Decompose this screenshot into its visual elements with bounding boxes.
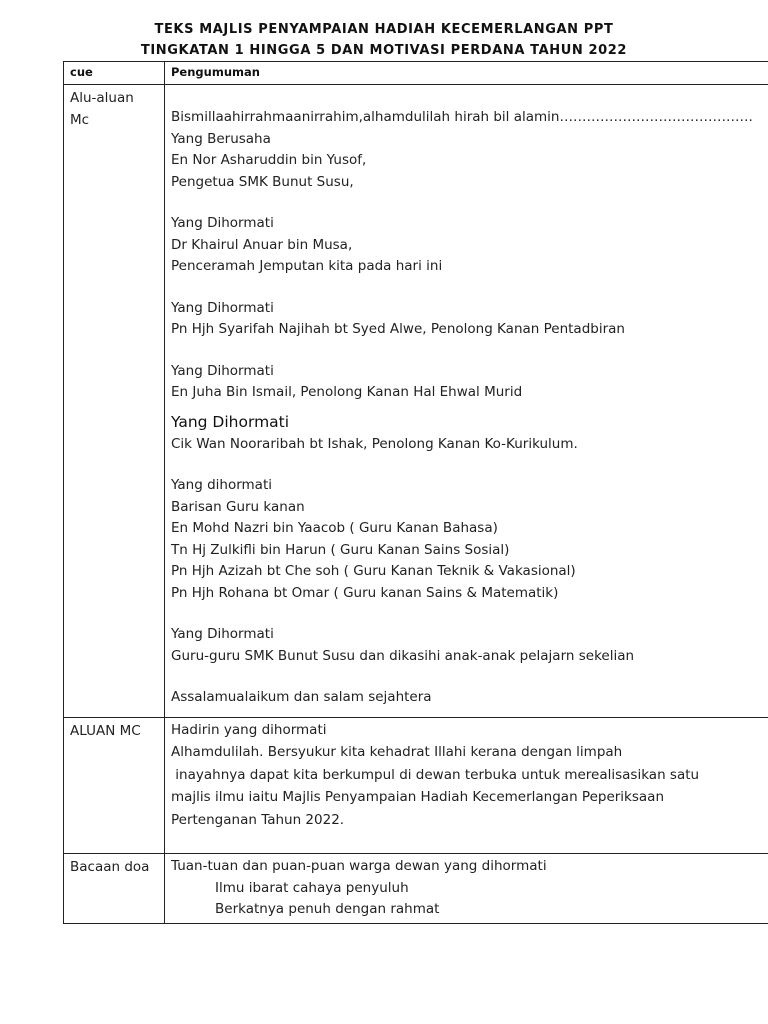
guest-name: Pn Hjh Syarifah Najihah bt Syed Alwe, Penolong Kanan Pentadbiran xyxy=(171,321,625,337)
guest-name: Pn Hjh Rohana bt Omar ( Guru kanan Sains & Matematik) xyxy=(171,584,559,601)
greeting-line: Yang Dihormati xyxy=(171,215,274,231)
paragraph-line: majlis ilmu iaitu Majlis Penyampaian Hadiah Kecemerlangan Peperiksaan xyxy=(171,789,665,805)
cue-text: Bacaan doa xyxy=(70,859,150,875)
document-title-line-1: TEKS MAJLIS PENYAMPAIAN HADIAH KECEMERLANGAN PPT xyxy=(154,22,614,37)
salutation-line: Assalamualaikum dan salam sejahtera xyxy=(171,689,432,705)
cue-text: Mc xyxy=(70,112,90,128)
greeting-line: Yang Berusaha xyxy=(171,130,271,147)
guest-name: Pn Hjh Azizah bt Che soh ( Guru Kanan Teknik & Vakasional) xyxy=(171,563,576,579)
guest-name: En Juha Bin Ismail, Penolong Kanan Hal Ehwal Murid xyxy=(171,384,523,400)
guest-group: Barisan Guru kanan xyxy=(171,498,305,515)
greeting-line: Hadirin yang dihormati xyxy=(171,721,327,738)
guest-name: Dr Khairul Anuar bin Musa, xyxy=(171,236,353,253)
guest-name: Tn Hj Zulkifli bin Harun ( Guru Kanan Sains Sosial) xyxy=(171,541,510,558)
table-row xyxy=(64,717,768,854)
table-row xyxy=(64,85,768,718)
greeting-line: Yang Dihormati xyxy=(171,626,274,642)
table-row xyxy=(64,854,768,924)
guest-name: En Nor Asharuddin bin Yusof, xyxy=(171,152,367,168)
guest-name: Cik Wan Nooraribah bt Ishak, Penolong Kanan Ko-Kurikulum. xyxy=(171,435,578,452)
announcement-cell xyxy=(165,85,768,718)
opening-line: Bismillaahirrahmaanirrahim,alhamdulilah hirah bil alamin……………………………………. xyxy=(171,109,753,125)
pantun-line: Berkatnya penuh dengan rahmat xyxy=(215,901,440,917)
announcement-table xyxy=(63,61,768,924)
cue-cell xyxy=(64,85,165,718)
cue-cell xyxy=(64,717,165,854)
announcement-cell xyxy=(165,854,768,924)
cue-text: ALUAN MC xyxy=(70,722,141,739)
paragraph-line: inayahnya dapat kita berkumpul di dewan terbuka untuk merealisasikan satu xyxy=(171,766,700,783)
announcement-cell xyxy=(165,717,768,854)
column-header-pengumuman: Pengumuman xyxy=(165,62,768,85)
cue-text: Alu-aluan xyxy=(70,90,134,106)
greeting-line: Yang Dihormati xyxy=(171,362,274,379)
guest-group: Guru-guru SMK Bunut Susu dan dikasihi anak-anak pelajarn sekelian xyxy=(171,647,635,664)
greeting-line: Yang dihormati xyxy=(171,477,272,493)
greeting-line: Yang Dihormati xyxy=(171,299,274,316)
cue-cell xyxy=(64,854,165,924)
guest-title: Pengetua SMK Bunut Susu, xyxy=(171,173,354,190)
greeting-line: Tuan-tuan dan puan-puan warga dewan yang dihormati xyxy=(171,858,547,874)
column-header-cue: cue xyxy=(64,62,165,85)
paragraph-line: Alhamdulilah. Bersyukur kita kehadrat Illahi kerana dengan limpah xyxy=(171,744,623,760)
greeting-line: Yang Dihormati xyxy=(171,412,290,431)
guest-title: Penceramah Jemputan kita pada hari ini xyxy=(171,258,443,274)
table-header-row xyxy=(64,62,768,85)
document-title-line-2: TINGKATAN 1 HINGGA 5 DAN MOTIVASI PERDANA TAHUN 2022 xyxy=(140,43,628,58)
pantun-line: Ilmu ibarat cahaya penyuluh xyxy=(215,879,409,896)
guest-name: En Mohd Nazri bin Yaacob ( Guru Kanan Bahasa) xyxy=(171,520,498,536)
paragraph-line: Pertenganan Tahun 2022. xyxy=(171,811,345,828)
